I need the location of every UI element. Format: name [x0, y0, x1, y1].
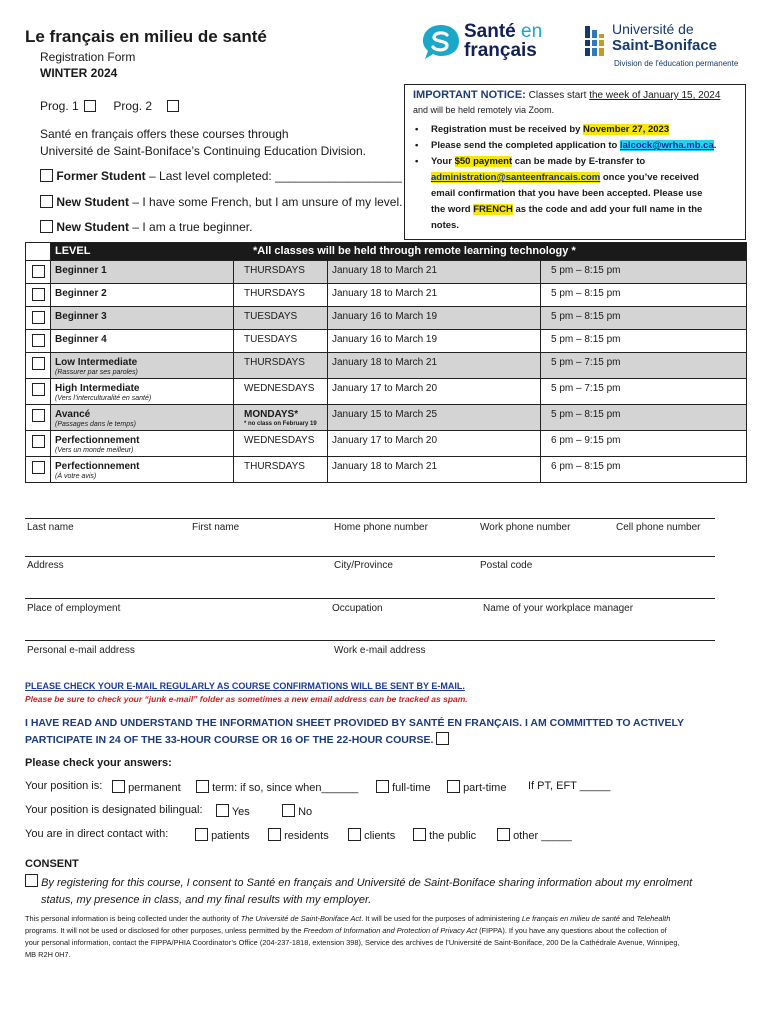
day-name: THURSDAYS [244, 288, 305, 299]
course-row [26, 405, 747, 431]
course-select-cell [26, 307, 51, 330]
intro-line-2: Université de Saint-Boniface’s Continuing Education Division. [40, 144, 366, 158]
privacy-1d: Le français en milieu de santé [521, 914, 621, 923]
day-cell [234, 261, 328, 284]
privacy-4: MB R2H 0H7. [25, 950, 71, 959]
prog2-label: Prog. 2 [113, 99, 153, 113]
work-phone-label: Work phone number [480, 522, 571, 533]
program-choices [40, 99, 179, 113]
course-select-cell [26, 379, 51, 405]
privacy-1a: This personal information is being collected under the authority of [25, 914, 241, 923]
occupation-label: Occupation [332, 603, 383, 614]
former-student-checkbox[interactable] [40, 169, 53, 182]
employment-label: Place of employment [27, 603, 121, 614]
level-subtitle: (Vers l’interculturalité en santé) [55, 395, 152, 402]
deadline-date: November 27, 2023 [583, 124, 670, 135]
commitment-statement [25, 715, 684, 749]
table-header-row [26, 243, 747, 261]
course-row [26, 330, 747, 353]
level-name: Beginner 3 [55, 311, 107, 322]
manager-label: Name of your workplace manager [483, 603, 634, 614]
level-cell [51, 431, 234, 457]
payment-email-link[interactable]: administration@santeenfrancais.com [431, 172, 601, 183]
level-column-header: LEVEL [55, 245, 91, 257]
parttime-option [447, 780, 506, 794]
patients-label: patients [211, 830, 250, 842]
bilingual-no-option [282, 804, 312, 818]
other-label: other _____ [513, 830, 572, 842]
table-header [51, 243, 747, 261]
season-label: WINTER 2024 [40, 66, 118, 80]
position-type-row [25, 780, 102, 792]
course-row [26, 284, 747, 307]
level-cell [51, 307, 234, 330]
term-label: term: if so, since when______ [212, 782, 359, 794]
prog1-label: Prog. 1 [40, 99, 79, 113]
payment-rest4: notes. [431, 220, 459, 231]
intro-line-1: Santé en français offers these courses through [40, 127, 289, 141]
level-name: Low Intermediate [55, 357, 138, 368]
course-select-cell [26, 431, 51, 457]
course-checkbox[interactable] [32, 334, 45, 347]
course-checkbox[interactable] [32, 435, 45, 448]
student-type-new-beginner [40, 220, 252, 234]
privacy-1e: and [620, 914, 637, 923]
consent-statement [25, 874, 692, 909]
level-name: Perfectionnement [55, 435, 140, 446]
privacy-2a: programs. It will not be used or disclosed for other purposes, unless permitted by the [25, 926, 304, 935]
field-line-3 [25, 598, 715, 599]
work-email-label: Work e-mail address [334, 645, 426, 656]
course-select-cell [26, 261, 51, 284]
permanent-checkbox[interactable] [112, 780, 125, 793]
notice-zoom: and will be held remotely via Zoom. [413, 105, 555, 115]
postal-label: Postal code [480, 560, 533, 571]
new-student-beginner-checkbox[interactable] [40, 220, 53, 233]
bilingual-yes-option [216, 804, 250, 818]
position-label: Your position is: [25, 780, 103, 792]
course-checkbox[interactable] [32, 357, 45, 370]
day-cell [234, 353, 328, 379]
permanent-label: permanent [128, 782, 181, 794]
page-title: Le français en milieu de santé [25, 27, 267, 46]
course-row [26, 307, 747, 330]
consent-checkbox[interactable] [25, 874, 38, 887]
course-checkbox[interactable] [32, 461, 45, 474]
prog2-checkbox[interactable] [167, 100, 179, 112]
public-label: the public [429, 830, 477, 842]
time-cell: 5 pm – 8:15 pm [541, 307, 747, 330]
notice-label: IMPORTANT NOTICE: [413, 89, 526, 101]
day-cell [234, 284, 328, 307]
former-student-level-field[interactable]: – Last level completed: ___________________ [145, 169, 402, 183]
new-student-some-desc: – I have some French, but I am unsure of my level. [129, 195, 403, 209]
privacy-notice [25, 913, 747, 961]
consent-heading: CONSENT [25, 858, 79, 870]
course-table [25, 242, 747, 483]
former-student-label: Former Student [56, 169, 146, 183]
time-cell: 5 pm – 8:15 pm [541, 330, 747, 353]
level-name: Perfectionnement [55, 461, 140, 472]
usb-line2: Saint-Boniface [612, 37, 718, 54]
new-student-label: New Student [56, 195, 130, 209]
course-checkbox[interactable] [32, 311, 45, 324]
residents-option [268, 828, 329, 842]
send-text: Please send the completed application to [431, 140, 620, 151]
parttime-checkbox[interactable] [447, 780, 460, 793]
notice-bullet-payment: • Your $50 payment can be made by E-transfer to administration@santeenfrancais.com once you’ve received email confirmation that you have been accepted. Please use the word FRENCH as the code and add your full name in the notes. [415, 156, 703, 231]
cell-phone-label: Cell phone number [616, 522, 701, 533]
course-row [26, 261, 747, 284]
course-select-cell [26, 330, 51, 353]
day-cell [234, 330, 328, 353]
prog1-checkbox[interactable] [84, 100, 96, 112]
level-name: Beginner 4 [55, 334, 107, 345]
term-option [196, 780, 358, 794]
privacy-1b: The Université de Saint-Boniface Act [240, 914, 362, 923]
dates-cell: January 16 to March 19 [328, 330, 541, 353]
day-note: * no class on February 19 [244, 421, 317, 427]
pt-eft-field[interactable]: If PT, EFT _____ [528, 780, 611, 792]
course-checkbox[interactable] [32, 409, 45, 422]
notice-text: Classes start [525, 90, 590, 101]
day-cell [234, 379, 328, 405]
home-phone-label: Home phone number [334, 522, 428, 533]
bilingual-label: Your position is designated bilingual: [25, 804, 203, 816]
email-notice: PLEASE CHECK YOUR E-MAIL REGULARLY AS COURSE CONFIRMATIONS WILL BE SENT BY E-MAIL. [25, 681, 465, 691]
course-row [26, 457, 747, 483]
commitment-line-1: I HAVE READ AND UNDERSTAND THE INFORMATION SHEET PROVIDED BY SANTÉ EN FRANÇAIS. I AM COMMITTED TO ACTIVELY [25, 717, 685, 729]
field-line-1 [25, 518, 715, 519]
dates-cell: January 18 to March 21 [328, 261, 541, 284]
time-cell: 5 pm – 7:15 pm [541, 353, 747, 379]
time-cell: 5 pm – 8:15 pm [541, 261, 747, 284]
privacy-1f: Telehealth [636, 914, 671, 923]
day-name: TUESDAYS [244, 311, 298, 322]
level-name: Avancé [55, 409, 91, 420]
fulltime-checkbox[interactable] [376, 780, 389, 793]
header-blank [26, 243, 51, 261]
patients-checkbox[interactable] [195, 828, 208, 841]
residents-label: residents [284, 830, 329, 842]
speech-bubble-icon [420, 22, 462, 62]
field-line-4 [25, 640, 715, 641]
day-name: WEDNESDAYS [244, 435, 315, 446]
day-cell [234, 307, 328, 330]
logo-sante-word: Santé [464, 21, 516, 42]
day-name: THURSDAYS [244, 461, 305, 472]
last-name-label: Last name [27, 522, 74, 533]
clients-checkbox[interactable] [348, 828, 361, 841]
course-select-cell [26, 284, 51, 307]
time-cell: 5 pm – 8:15 pm [541, 405, 747, 431]
course-row [26, 379, 747, 405]
remote-note-header: *All classes will be held through remote learning technology * [253, 245, 576, 257]
usb-line1: Université de [612, 21, 694, 37]
course-checkbox[interactable] [32, 288, 45, 301]
no-label: No [298, 806, 313, 818]
course-checkbox[interactable] [32, 383, 45, 396]
deadline-text: Registration must be received by [431, 124, 584, 135]
term-checkbox[interactable] [196, 780, 209, 793]
level-cell [51, 284, 234, 307]
dates-cell: January 16 to March 19 [328, 307, 541, 330]
course-checkbox[interactable] [32, 265, 45, 278]
time-cell: 5 pm – 7:15 pm [541, 379, 747, 405]
yes-label: Yes [231, 806, 250, 818]
course-select-cell [26, 457, 51, 483]
time-cell: 5 pm – 8:15 pm [541, 284, 747, 307]
dates-cell: January 18 to March 21 [328, 353, 541, 379]
course-row [26, 353, 747, 379]
clients-option [348, 828, 395, 842]
level-subtitle: (Vers un monde meilleur) [55, 447, 134, 454]
privacy-2b: Freedom of Information and Protection of Privacy Act [303, 926, 478, 935]
consent-line-2: status, my presence in class, and my final results with my employer. [41, 894, 372, 906]
student-type-former [40, 169, 402, 183]
dates-cell: January 17 to March 20 [328, 379, 541, 405]
privacy-3: your personal information, contact the FIPPA/PHIA Coordinator’s Office (204-237-1818, extension 398), Service des archives de l’Université de Saint-Boniface, 200 De la Cathédrale Avenue, Winnipeg, [25, 938, 680, 947]
intro-text [40, 126, 366, 160]
level-cell [51, 353, 234, 379]
payment-rest3b: as the code and add your full name in the [512, 204, 703, 215]
dates-cell: January 18 to March 21 [328, 284, 541, 307]
new-student-beginner-desc: – I am a true beginner. [129, 220, 253, 234]
privacy-1c: . It will be used for the purposes of administering [361, 914, 522, 923]
fulltime-label: full-time [392, 782, 431, 794]
usb-crest-icon [584, 24, 606, 58]
field-line-2 [25, 556, 715, 557]
dates-cell: January 15 to March 25 [328, 405, 541, 431]
level-subtitle: (À votre avis) [55, 473, 97, 480]
level-cell [51, 261, 234, 284]
usb-division: Division de l'éducation permanente [614, 59, 739, 68]
dates-cell: January 18 to March 21 [328, 457, 541, 483]
dates-cell: January 17 to March 20 [328, 431, 541, 457]
day-cell [234, 431, 328, 457]
spam-warning: Please be sure to check your “junk e-mail” folder as sometimes a new email address can be tracked as spam. [25, 694, 468, 704]
level-subtitle: (Passages dans le temps) [55, 421, 136, 428]
level-subtitle: (Rassurer par ses paroles) [55, 369, 138, 376]
city-label: City/Province [334, 560, 393, 571]
day-cell [234, 457, 328, 483]
important-notice-box [404, 84, 746, 240]
residents-checkbox[interactable] [268, 828, 281, 841]
public-checkbox[interactable] [413, 828, 426, 841]
contact-label: You are in direct contact with: [25, 828, 169, 840]
level-name: Beginner 1 [55, 265, 107, 276]
level-cell [51, 330, 234, 353]
patients-option [195, 828, 250, 842]
level-cell [51, 405, 234, 431]
student-type-new-some [40, 195, 402, 209]
new-student-label: New Student [56, 220, 130, 234]
parttime-label: part-time [463, 782, 507, 794]
day-name: THURSDAYS [244, 265, 305, 276]
privacy-2c: (FIPPA). If you have any questions about the collection of [477, 926, 667, 935]
payment-code: FRENCH [473, 204, 513, 215]
notice-start-week: the week of January 15, 2024 [589, 90, 721, 101]
course-select-cell [26, 405, 51, 431]
commitment-checkbox[interactable] [436, 732, 449, 745]
notice-bullet-deadline: • Registration must be received by November 27, 2023 [415, 124, 670, 135]
time-cell: 6 pm – 9:15 pm [541, 431, 747, 457]
sante-en-francais-logo [420, 22, 550, 62]
day-cell [234, 405, 328, 431]
time-cell: 6 pm – 8:15 pm [541, 457, 747, 483]
logo-francais-word: français [464, 40, 537, 61]
bilingual-no-checkbox[interactable] [282, 804, 295, 817]
payment-mid: can be made by E-transfer to [512, 156, 646, 167]
personal-email-label: Personal e-mail address [27, 645, 135, 656]
send-email-link[interactable]: lalcock@wrha.mb.ca [620, 140, 714, 151]
payment-pre: Your [431, 156, 455, 167]
payment-amount: $50 payment [454, 156, 513, 167]
course-row [26, 431, 747, 457]
day-name: MONDAYS* [244, 409, 299, 420]
send-period: . [713, 140, 717, 151]
clients-label: clients [364, 830, 396, 842]
day-name: TUESDAYS [244, 334, 298, 345]
form-type: Registration Form [40, 50, 136, 64]
consent-line-1: By registering for this course, I consent to Santé en français and Université de Saint-Boniface sharing information about my enrolment [41, 877, 693, 889]
level-cell [51, 457, 234, 483]
bilingual-yes-checkbox[interactable] [216, 804, 229, 817]
day-name: THURSDAYS [244, 357, 305, 368]
new-student-some-checkbox[interactable] [40, 195, 53, 208]
level-cell [51, 379, 234, 405]
payment-rest3a: the word [431, 204, 474, 215]
public-option [413, 828, 476, 842]
other-checkbox[interactable] [497, 828, 510, 841]
other-option [497, 828, 572, 842]
notice-bullet-send: • Please send the completed application to lalcock@wrha.mb.ca. [415, 140, 717, 151]
level-name: Beginner 2 [55, 288, 107, 299]
commitment-line-2: PARTICIPATE IN 24 OF THE 33-HOUR COURSE OR 16 OF THE 22-HOUR COURSE. [25, 734, 434, 746]
answers-heading: Please check your answers: [25, 757, 172, 769]
logo-en-word: en [521, 21, 543, 42]
first-name-label: First name [192, 522, 240, 533]
fulltime-option [376, 780, 431, 794]
payment-rest2: email confirmation that you have been accepted. Please use [431, 188, 703, 199]
permanent-option [112, 780, 181, 794]
course-select-cell [26, 353, 51, 379]
address-label: Address [27, 560, 64, 571]
payment-rest1: once you’ve received [600, 172, 699, 183]
day-name: WEDNESDAYS [244, 383, 315, 394]
level-name: High Intermediate [55, 383, 140, 394]
usb-logo [584, 20, 754, 70]
